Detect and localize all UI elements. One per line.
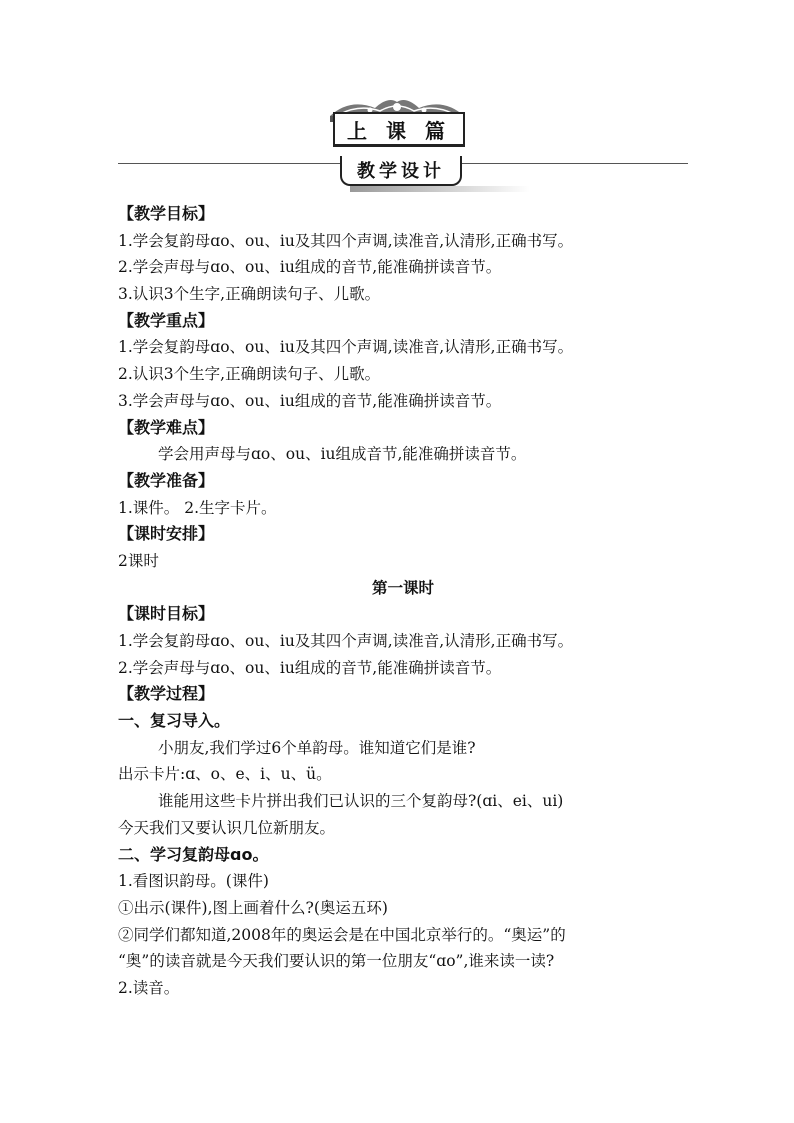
text-line: 2课时 — [118, 551, 159, 570]
text-line: 2.认识3个生字,正确朗读句子、儿歌。 — [118, 365, 381, 384]
text-line: 学会用声母与ɑo、ou、iu组成音节,能准确拼读音节。 — [158, 445, 527, 464]
section-heading: 【课时安排】 — [118, 524, 215, 544]
text-line: “奥”的读音就是今天我们要认识的第一位朋友“ɑo”,谁来读一读? — [118, 952, 555, 971]
text-line: 谁能用这些卡片拼出我们已认识的三个复韵母?(ɑi、ei、ui) — [158, 792, 564, 811]
lesson-content — [118, 201, 688, 1002]
section-heading: 一、复习导入。 — [118, 711, 231, 731]
text-line: 3.认识3个生字,正确朗读句子、儿歌。 — [118, 285, 381, 304]
section-heading: 【教学过程】 — [118, 684, 215, 704]
section-heading: 【教学目标】 — [118, 204, 215, 223]
text-line: 小朋友,我们学过6个单韵母。谁知道它们是谁? — [158, 738, 476, 757]
tab-shadow — [350, 186, 530, 192]
text-line: 3.学会声母与ɑo、ou、iu组成的音节,能准确拼读音节。 — [118, 391, 502, 410]
section-title: 上 课 篇 — [333, 112, 465, 147]
text-line: 今天我们又要认识几位新朋友。 — [118, 818, 336, 837]
section-heading: 【课时目标】 — [118, 604, 215, 624]
lesson-period-title: 第一课时 — [371, 578, 434, 597]
text-line: 1.课件。 2.生字卡片。 — [118, 498, 277, 517]
text-line: 2.读音。 — [118, 978, 180, 997]
section-heading: 【教学难点】 — [118, 417, 215, 437]
text-line: 出示卡片:ɑ、o、e、i、u、ü。 — [118, 765, 332, 784]
design-tab-label: 教学设计 — [340, 156, 462, 186]
section-heading: 【教学重点】 — [118, 310, 215, 330]
text-line: 1.看图识韵母。(课件) — [118, 872, 269, 891]
section-heading: 二、学习复韵母ɑo。 — [118, 844, 269, 864]
text-line: 2.学会声母与ɑo、ou、iu组成的音节,能准确拼读音节。 — [118, 658, 502, 677]
section-heading: 【教学准备】 — [118, 470, 215, 490]
text-line: 1.学会复韵母ɑo、ou、iu及其四个声调,读准音,认清形,正确书写。 — [118, 338, 574, 357]
text-line: ①出示(课件),图上画着什么?(奥运五环) — [118, 898, 388, 917]
text-line: ②同学们都知道,2008年的奥运会是在中国北京举行的。“奥运”的 — [118, 925, 566, 944]
text-line: 2.学会声母与ɑo、ou、iu组成的音节,能准确拼读音节。 — [118, 258, 502, 277]
text-line: 1.学会复韵母ɑo、ou、iu及其四个声调,读准音,认清形,正确书写。 — [118, 231, 574, 250]
text-line: 1.学会复韵母ɑo、ou、iu及其四个声调,读准音,认清形,正确书写。 — [118, 632, 574, 650]
